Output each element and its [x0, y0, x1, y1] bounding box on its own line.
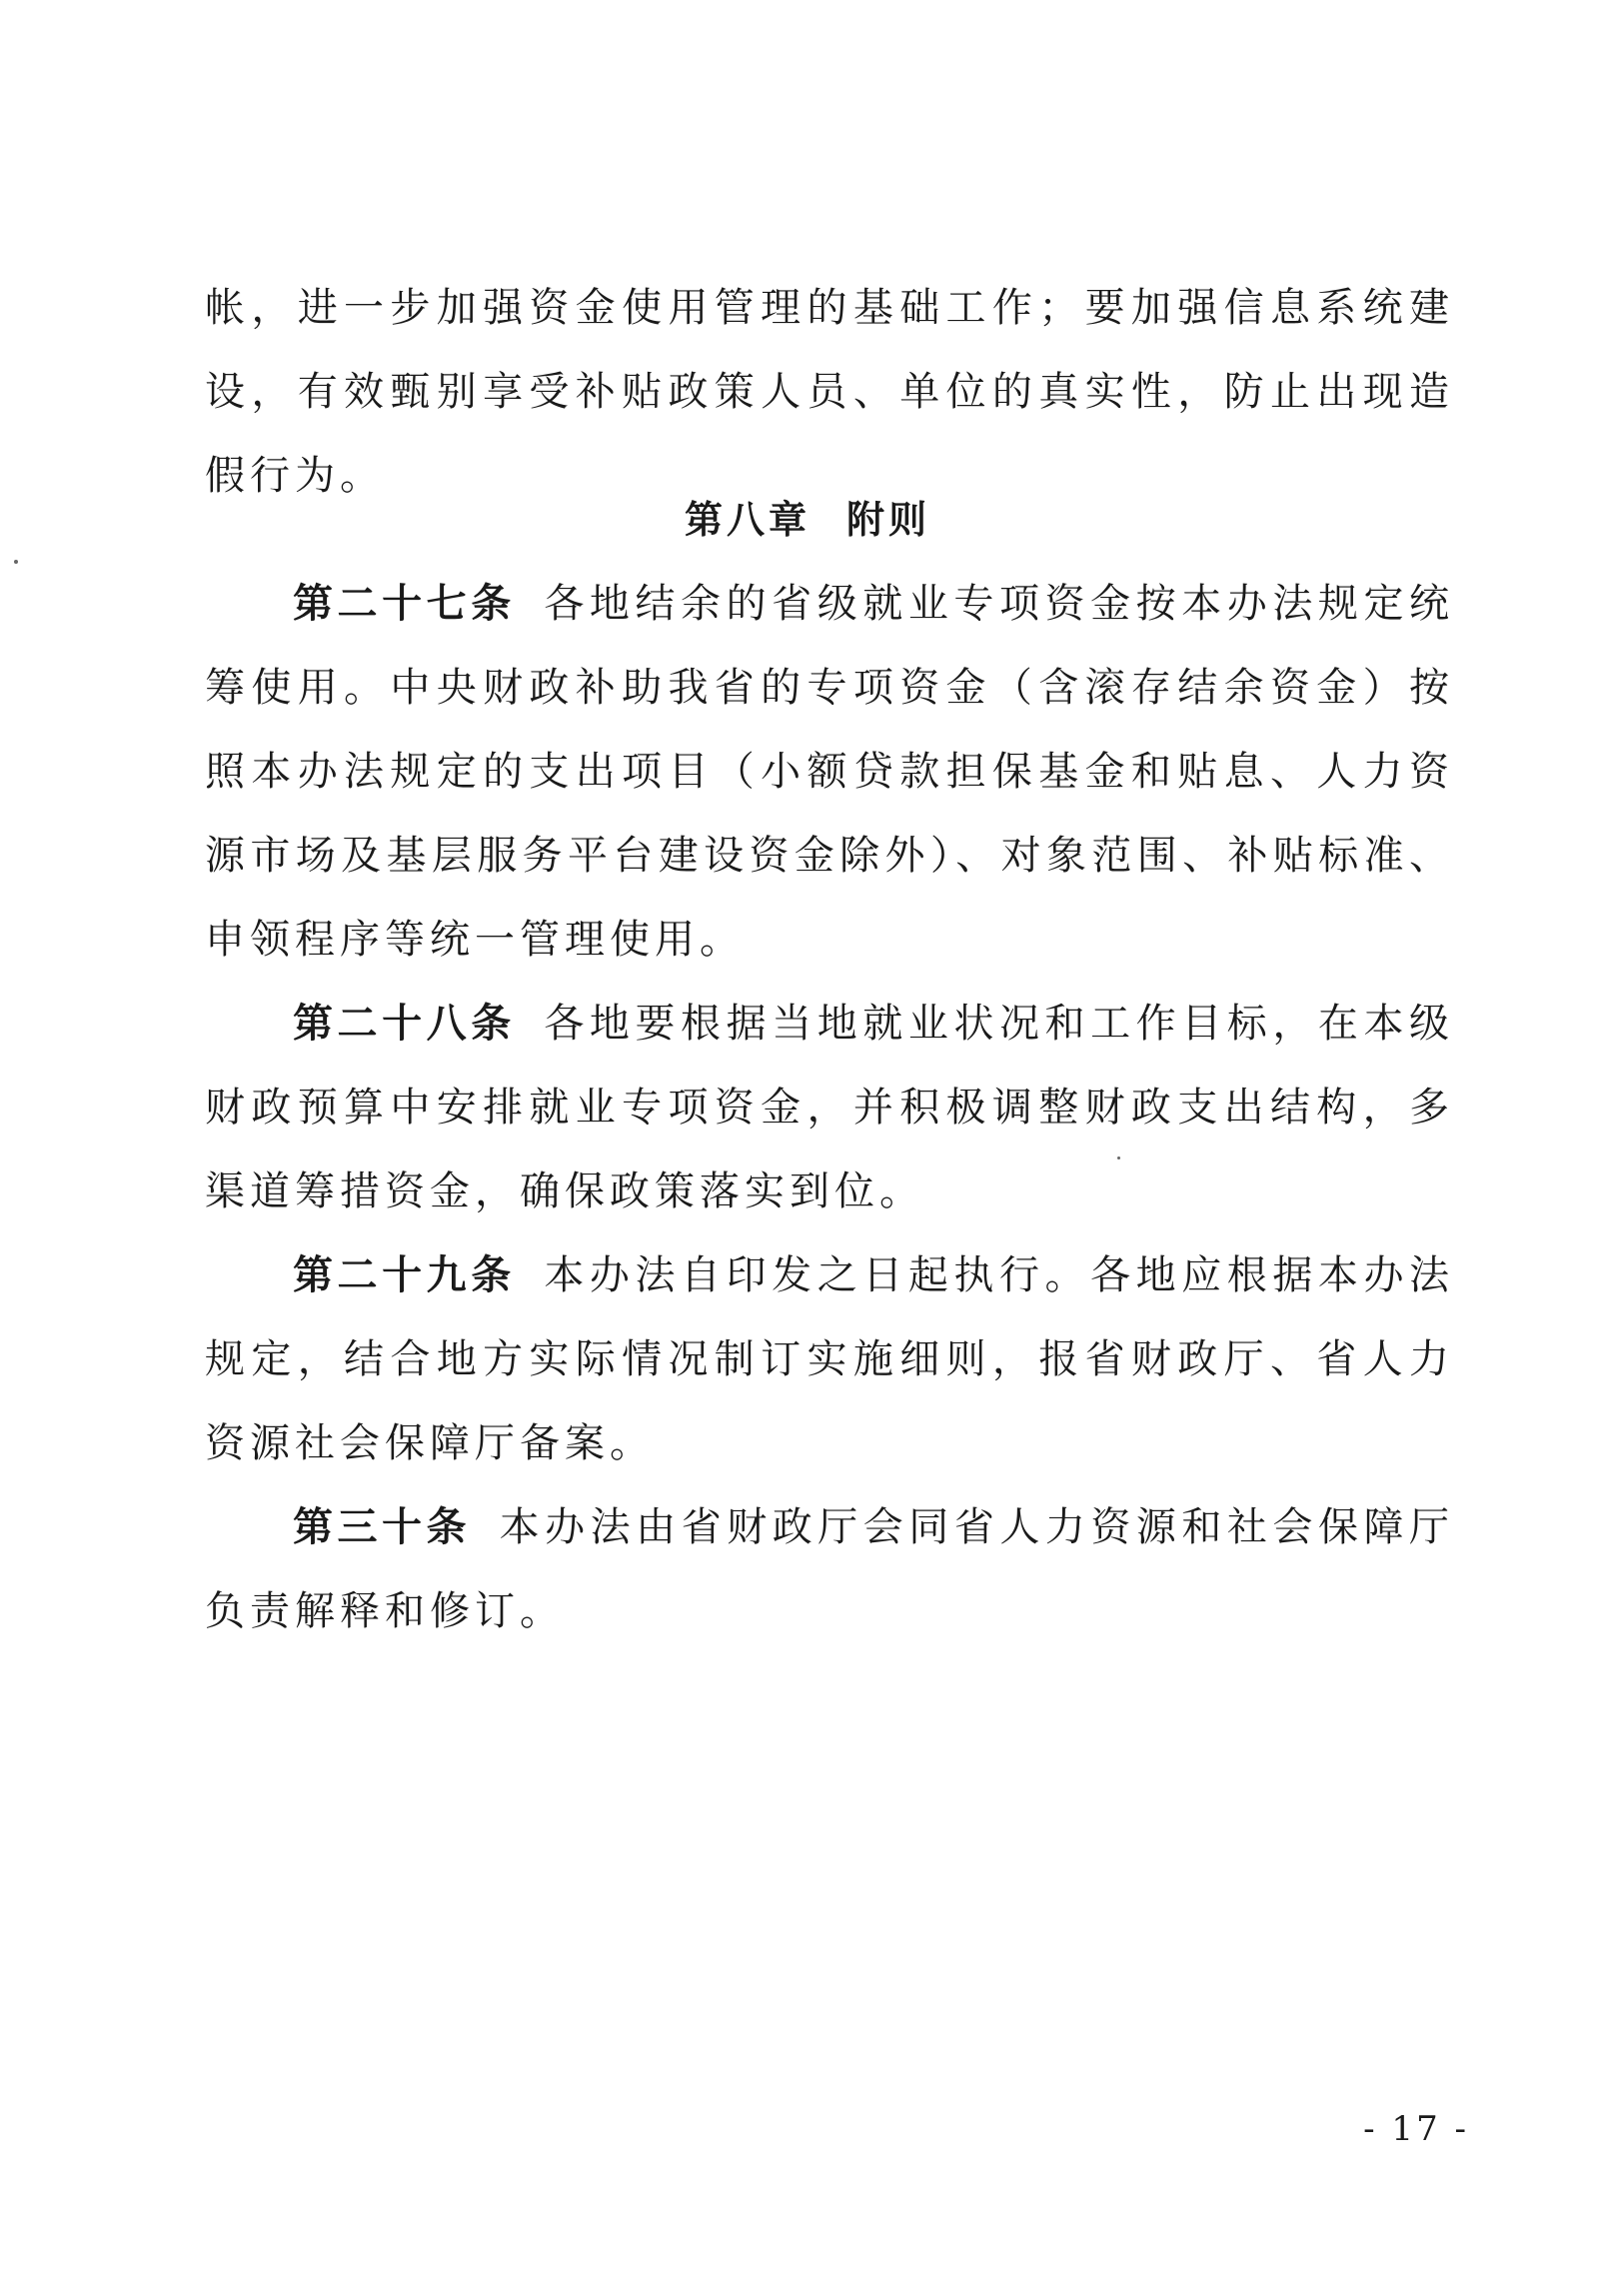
article-text: 各地结余的省级就业专项资金按本办法规定统筹使用。中央财政补助我省的专项资金（含滚存结余资金）按照本办法规定的支出项目（小额贷款担保基金和贴息、人力资源市场及基层服务平台建设资金除外）、对象范围、补贴标准、申领程序等统一管理使用。: [205, 581, 1455, 963]
chapter-title: 附则: [846, 498, 931, 542]
articles-section: [205, 562, 1454, 1653]
scan-speck: [1117, 1156, 1120, 1159]
chapter-number: 第八章: [684, 498, 810, 542]
article-number: 第二十八条: [293, 1001, 516, 1047]
article-text: 本办法自印发之日起执行。各地应根据本办法规定，结合地方实际情况制订实施细则，报省财政厅、省人力资源社会保障厅备案。: [205, 1252, 1455, 1466]
article-27: [205, 562, 1454, 982]
article-30: [205, 1485, 1454, 1653]
article-number: 第二十九条: [293, 1252, 516, 1298]
article-29: [205, 1233, 1454, 1485]
page-number: - 17 -: [1363, 2109, 1469, 2149]
article-number: 第二十七条: [293, 581, 516, 627]
article-28: [205, 982, 1454, 1233]
article-text: 各地要根据当地就业状况和工作目标，在本级财政预算中安排就业专项资金，并积极调整财政支出结构，多渠道筹措资金，确保政策落实到位。: [205, 1001, 1455, 1214]
chapter-heading: [0, 478, 1615, 562]
article-number: 第三十条: [293, 1504, 472, 1550]
article-text: 本办法由省财政厅会同省人力资源和社会保障厅负责解释和修订。: [205, 1504, 1455, 1634]
scan-speck: [14, 560, 18, 564]
intro-paragraph: 帐，进一步加强资金使用管理的基础工作；要加强信息系统建设，有效甄别享受补贴政策人员、单位的真实性，防止出现造假行为。: [205, 285, 1454, 499]
